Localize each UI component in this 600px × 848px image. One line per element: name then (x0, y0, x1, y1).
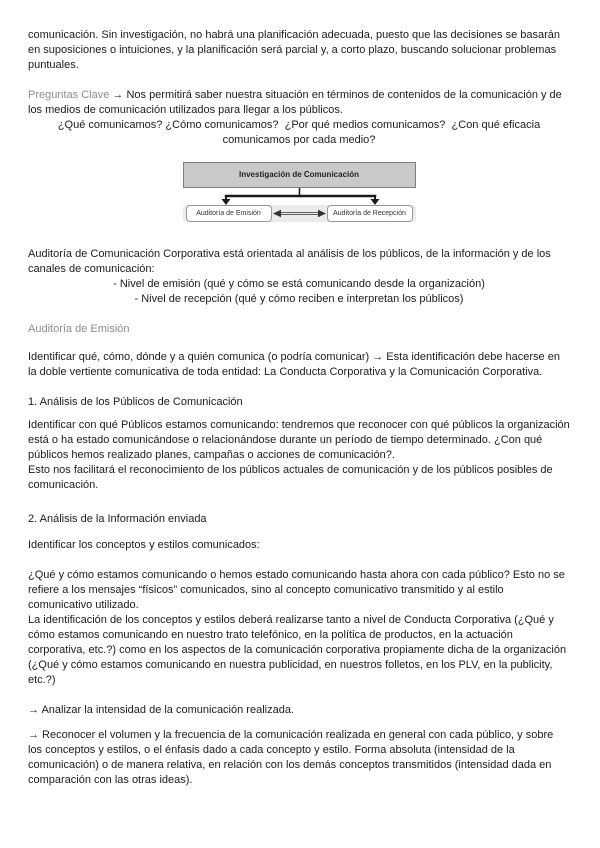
preguntas-clave-text: → Nos permitirá saber nuestra situación en términos de contenidos de la comunicación y de los medios de comunicación utilizados para llegar a los públicos. (28, 89, 562, 116)
section2-paragraph-2: ¿Qué y cómo estamos comunicando o hemos estado comunicando hasta ahora con cada público? Esto no se refiere a los mensajes “físicos” comunicados, sino al concepto comunicativo transmitido y al estilo comunicativo utilizado. (28, 569, 565, 611)
section2-paragraph-1: Identificar los conceptos y estilos comunicados: (28, 539, 260, 551)
diagram-children-band (183, 205, 416, 222)
diagram-reception-box: Auditoría de Recepción (327, 205, 413, 222)
section1-heading: 1. Análisis de los Públicos de Comunicación (28, 396, 243, 408)
auditoria-emision-heading: Auditoría de Emisión (28, 323, 130, 335)
intensidad-paragraph-2: → Reconocer el volumen y la frecuencia de la comunicación realizada en general con cada público, y sobre los conceptos y estilos, o el énfasis dado a cada concepto y estilo. Forma absoluta (intensidad de la comunicación) o de manera relativa, en relación con los demás conceptos transmitidos (intensidad dada en comparación con las otras ideas). (28, 729, 554, 786)
section2-paragraph-3: La identificación de los conceptos y estilos deberá realizarse tanto a nivel de Conducta Corporativa (¿Qué y cómo estamos comunicando en nuestro trato telefónico, en la política de productos, en la actuación corporativa, etc.?) como en los aspectos de la comunicación corporativa propiamente dicha de la organización (¿Qué y cómo estamos comunicando en nuestra publicidad, en nuestros folletos, en los PLV, en la publicity, etc.?) (28, 614, 567, 686)
intensidad-paragraph-1: → Analizar la intensidad de la comunicación realizada. (28, 704, 294, 716)
preguntas-clave-label: Preguntas Clave (28, 89, 110, 101)
preguntas-clave-paragraph (28, 88, 570, 118)
auditoria-intro-paragraph: Auditoría de Comunicación Corporativa está orientada al análisis de los públicos, de la información y de los canales de comunicación: (28, 248, 551, 275)
diagram-root-box: Investigación de Comunicación (183, 162, 416, 188)
double-arrow-icon (272, 205, 327, 222)
nivel-recepcion-line: - Nivel de recepción (qué y cómo reciben e interpretan los públicos) (134, 293, 464, 305)
section2-heading: 2. Análisis de la Información enviada (28, 513, 207, 525)
diagram-emission-box: Auditoría de Emisión (186, 205, 272, 222)
communication-research-diagram (183, 162, 416, 222)
connector-lines-icon (183, 188, 416, 205)
identificar-intro-paragraph: Identificar qué, cómo, dónde y a quién comunica (o podría comunicar) → Esta identificación debe hacerse en la doble vertiente comunicativa de toda entidad: La Conducta Corporativa y la Comunicación Corporativa. (28, 351, 560, 378)
intro-paragraph: comunicación. Sin investigación, no habrá una planificación adecuada, puesto que las decisiones se basarán en suposiciones o intuiciones, y la planificación será parcial y, a corto plazo, buscando solucionar problemas puntuales. (28, 29, 561, 71)
section1-paragraph-1: Identificar con qué Públicos estamos comunicando: tendremos que reconocer con qué públicos la organización está o ha estado comunicándose o relacionándose durante un período de tiempo determinado. ¿Con qué públicos hemos realizado planes, campañas o acciones de comunicación?. (28, 419, 570, 461)
nivel-emision-line: - Nivel de emisión (qué y cómo se está comunicando desde la organización) (113, 278, 485, 290)
section1-paragraph-2: Esto nos facilitará el reconocimiento de los públicos actuales de comunicación y de los públicos posibles de comunicación. (28, 464, 553, 491)
questions-line: ¿Qué comunicamos? ¿Cómo comunicamos? ¿Por qué medios comunicamos? ¿Con qué eficacia comunicamos por cada medio? (57, 119, 544, 146)
